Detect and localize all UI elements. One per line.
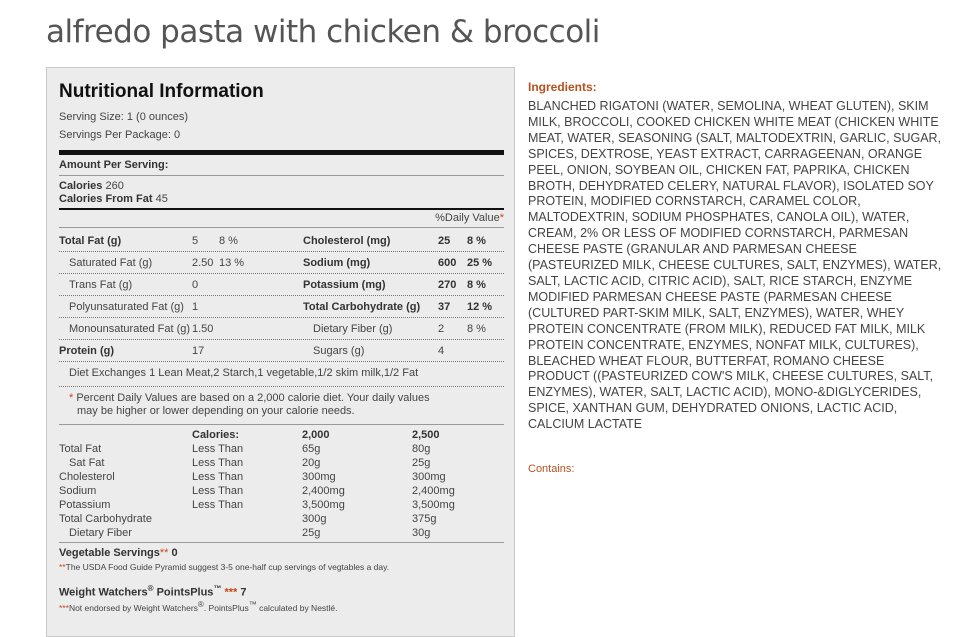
ingredients-label: Ingredients: [528,80,597,94]
nutrient-row [59,296,504,318]
dv-value-2500: 3,500mg [412,499,455,511]
nutrient-name: Sugars (g) [313,345,365,357]
dv-nutrient-name: Potassium [59,499,111,511]
dv-value-2500: 375g [412,513,437,525]
nutrient-name: Sodium (mg) [303,257,371,269]
dv-comparison: Less Than [192,457,244,469]
dv-value-2000: 3,500mg [302,499,345,511]
dv-header-calories: Calories: [192,429,240,441]
nutrition-heading: Nutritional Information [59,81,264,102]
nutrient-daily-percent: 8 % [219,235,238,247]
ww-asterisk: *** [224,586,238,599]
nutrient-value: 5 [192,235,199,247]
nutrient-row [59,252,504,274]
dv-value-2500: 25g [412,457,431,469]
dv-nutrient-name: Cholesterol [59,471,115,483]
nutrient-row [59,230,504,252]
nutrition-panel [46,67,515,637]
veg-value: 0 [171,547,178,559]
ingredients-text: BLANCHED RIGATONI (WATER, SEMOLINA, WHEAT GLUTEN), SKIM MILK, BROCCOLI, COOKED CHICKEN WHITE MEAT (CHICKEN WHITE MEAT, WATER, SEASONING (SALT, MALTODEXTRIN, GARLIC, SUGAR, SPICES, DEXTROSE, YEAST EXTRACT, CARRAGEENAN, ORANGE PEEL, ONION, SOYBEAN OIL, CHICKEN FAT, PAPRIKA, CHICKEN BROTH, DEHYDRATED CELERY, NATURAL FLAVOR), ISOLATED SOY PROTEIN, MODIFIED CORNSTARCH, CARAMEL COLOR, MALTODEXTRIN, SODIUM PHOSPHATES, CANOLA OIL), WATER, CREAM, 2% OR LESS OF MODIFIED CORNSTARCH, PARMESAN CHEESE PASTE (GRANULAR AND PARMESAN CHEESE (PASTEURIZED MILK, CHEESE CULTURES, SALT, ENZYMES), WATER, SALT, LACTIC ACID, CITRIC ACID), SALT, RICE STARCH, ENZYME MODIFIED PARMESAN CHEESE PASTE (PARMESAN CHEESE (CULTURED PART-SKIM MILK, SALT, ENZYMES), WATER, WHEY PROTEIN CONCENTRATE (FROM MILK), REDUCED FAT MILK, MILK PROTEIN CONCENTRATE, ENZYMES, NONFAT MILK, CULTURES), BLEACHED WHEAT FLOUR, BUTTERFAT, ROMANO CHEESE PRODUCT ((PASTEURIZED COW'S MILK, CHEESE CULTURES, SALT, ENZYMES), WATER, SALT, LACTIC ACID), MONO-&DIGLYCERIDES, SPICE, XANTHAN GUM, DEHYDRATED ONIONS, LACTIC ACID, CALCIUM LACTATE [528,99,942,432]
divider-thin [59,175,504,176]
nutrient-value: 600 [438,257,457,269]
dv-nutrient-name: Total Fat [59,443,102,455]
nutrient-value: 37 [438,301,451,313]
calories-fat-value: 45 [155,193,168,205]
nutrient-daily-percent: 25 % [467,257,493,269]
dv-value-2500: 30g [412,527,431,539]
ww-note-a: Not endorsed by Weight Watchers [68,602,198,613]
dv-nutrient-name: Sodium [59,485,97,497]
weight-watchers-points [59,584,247,599]
footnote-line-1 [69,392,430,404]
nutrient-name: Saturated Fat (g) [69,257,153,269]
daily-value-asterisk: * [499,212,504,224]
calories [59,180,124,192]
daily-value-header [435,212,504,224]
veg-asterisk: ** [159,547,169,559]
ww-note-b: . PointsPlus [203,602,249,613]
divider-medium [59,208,504,210]
nutrient-daily-percent: 13 % [219,257,245,269]
dv-comparison: Less Than [192,499,244,511]
dv-header-2000: 2,000 [302,429,330,441]
veg-note [59,562,389,572]
nutrient-name: Monounsaturated Fat (g) [69,323,191,335]
ingredients-section [528,80,948,433]
footnote-asterisk: * [69,392,74,404]
dv-comparison: Less Than [192,471,244,483]
ww-note [59,600,338,613]
dv-value-2000: 300g [302,513,327,525]
footnote-line-2: may be higher or lower depending on your calorie needs. [77,405,355,417]
divider-thin [59,424,504,425]
dv-value-2000: 300mg [302,471,336,483]
dv-comparison: Less Than [192,485,244,497]
dv-header-2500: 2,500 [412,429,440,441]
divider-dotted [59,361,504,362]
divider-thick [59,150,504,155]
dv-value-2000: 2,400mg [302,485,345,497]
ww-points-label: PointsPlus [153,586,214,599]
nutrient-daily-percent: 8 % [467,279,486,291]
veg-note-text: The USDA Food Guide Pyramid suggest 3-5 one-half cup servings of vegtables a day. [65,562,390,572]
calories-value: 260 [105,180,124,192]
nutrient-value: 0 [192,279,199,291]
nutrient-name: Protein (g) [59,345,114,357]
dv-value-2000: 65g [302,443,321,455]
contains-label: Contains: [528,463,575,475]
nutrient-name: Potassium (mg) [303,279,386,291]
calories-fat-label: Calories From Fat [59,193,153,205]
nutrient-value: 270 [438,279,457,291]
dv-nutrient-name: Dietary Fiber [69,527,132,539]
divider-dotted [59,386,504,387]
nutrient-daily-percent: 8 % [467,235,486,247]
nutrient-daily-percent: 8 % [467,323,486,335]
nutrient-value: 25 [438,235,451,247]
nutrient-value: 17 [192,345,205,357]
diet-exchanges: Diet Exchanges 1 Lean Meat,2 Starch,1 vegetable,1/2 skim milk,1/2 Fat [69,367,419,379]
page-title: alfredo pasta with chicken & broccoli [46,14,600,50]
nutrient-row [59,340,504,362]
daily-value-label: %Daily Value [435,212,500,224]
nutrient-name: Dietary Fiber (g) [313,323,393,335]
calories-label: Calories [59,180,103,192]
dv-value-2500: 2,400mg [412,485,455,497]
nutrient-name: Total Fat (g) [59,235,122,247]
amount-per-serving: Amount Per Serving: [59,159,169,171]
dv-value-2000: 20g [302,457,321,469]
ww-note-c: calculated by Nestlé. [256,602,338,613]
nutrient-value: 2.50 [192,257,214,269]
nutrient-name: Trans Fat (g) [69,279,133,291]
serving-size: Serving Size: 1 (0 ounces) [59,111,189,123]
nutrient-value: 1.50 [192,323,214,335]
dv-nutrient-name: Total Carbohydrate [59,513,152,525]
calories-from-fat [59,193,168,205]
nutrient-name: Polyunsaturated Fat (g) [69,301,184,313]
dv-value-2500: 300mg [412,471,446,483]
divider-thin [59,542,504,543]
nutrient-value: 1 [192,301,199,313]
nutrient-row [59,274,504,296]
ww-registered: ® [147,584,154,593]
ww-trademark: ™ [213,584,222,593]
veg-label: Vegetable Servings [59,547,160,559]
footnote-text-1: Percent Daily Values are based on a 2,000 calorie diet. Your daily values [76,392,430,404]
nutrient-name: Cholesterol (mg) [303,235,391,247]
nutrient-value: 4 [438,345,445,357]
nutrient-row [59,318,504,340]
dv-nutrient-name: Sat Fat [69,457,105,469]
ww-note-registered: ® [197,600,204,609]
ww-label: Weight Watchers [59,586,148,599]
dv-value-2500: 80g [412,443,431,455]
nutrient-daily-percent: 12 % [467,301,493,313]
nutrient-name: Total Carbohydrate (g) [303,301,421,313]
ww-note-trademark: ™ [248,600,257,609]
servings-per-package: Servings Per Package: 0 [59,129,181,141]
dv-comparison: Less Than [192,443,244,455]
vegetable-servings [59,547,178,559]
nutrient-value: 2 [438,323,445,335]
ww-value: 7 [240,586,247,599]
ww-note-asterisk: *** [59,602,69,613]
dv-value-2000: 25g [302,527,321,539]
divider-thin [59,227,504,228]
veg-note-asterisk: ** [59,562,66,572]
